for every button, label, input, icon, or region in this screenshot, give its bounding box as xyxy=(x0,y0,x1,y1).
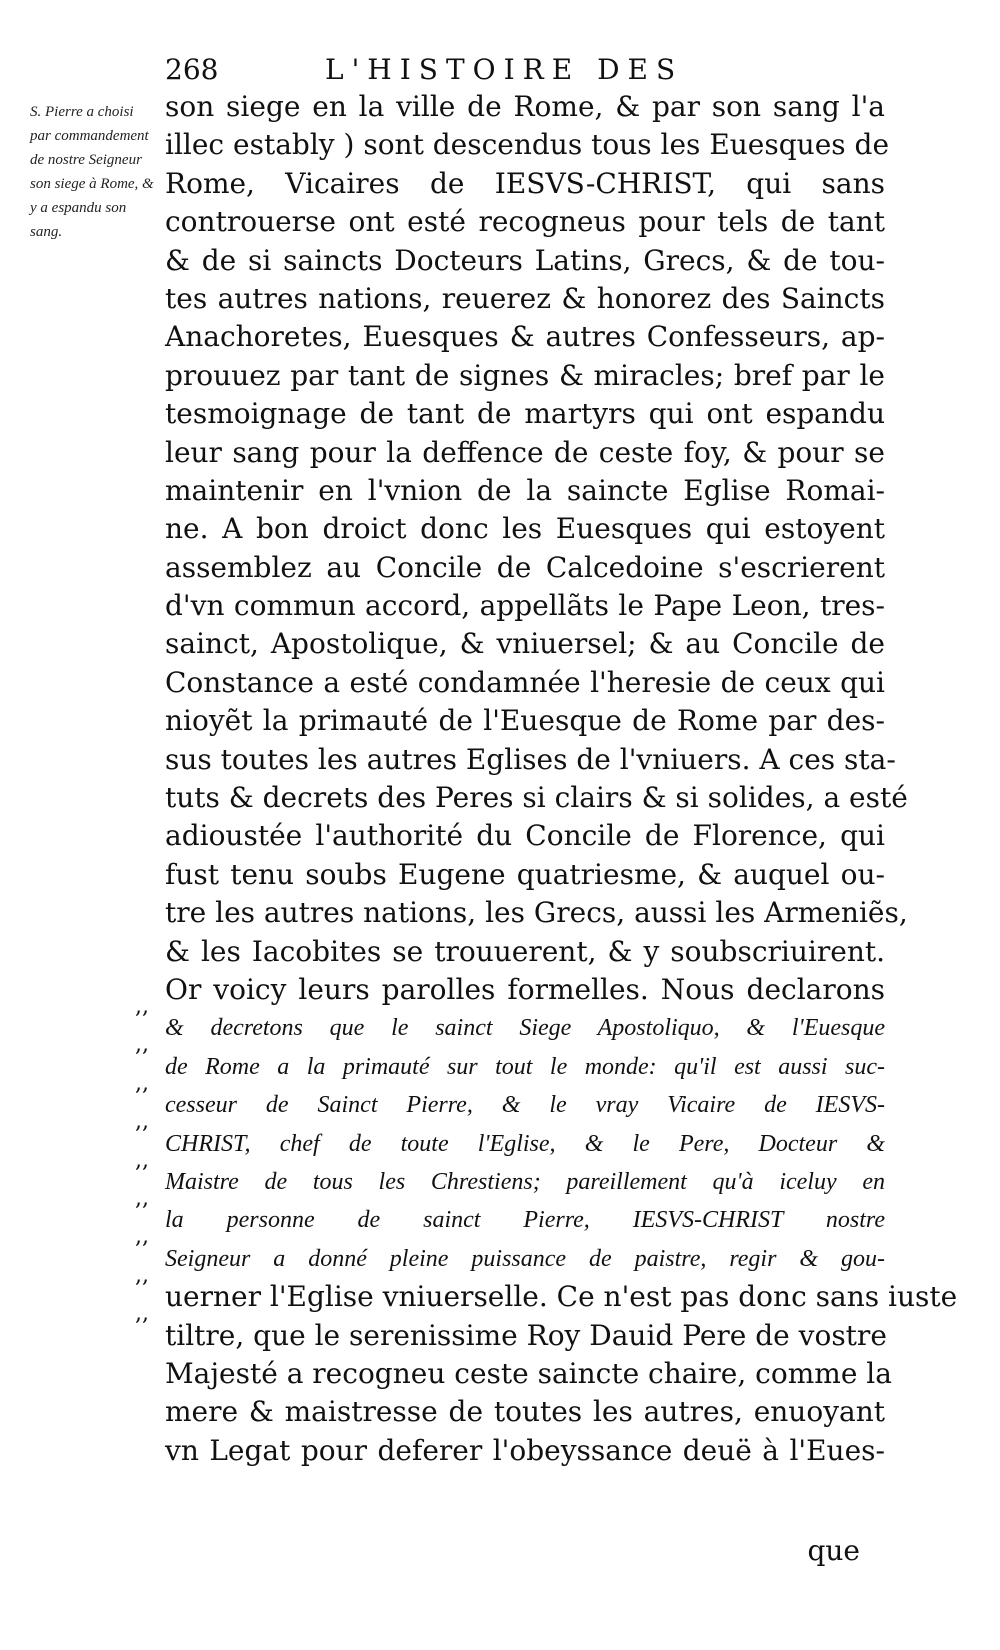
text-line: Anachoretes, Euesques & autres Confesseurs, ap- xyxy=(165,320,885,354)
margin-note: S. Pierre a choisi par commandement de nostre Seigneur son siege à Rome, & y a espandu son sang. xyxy=(30,104,154,240)
text-line: & les Iacobites se trouuerent, & y soubscriuirent. xyxy=(165,934,885,968)
quoted-line: de Rome a la primauté sur tout le monde: qu'il est aussi suc- xyxy=(165,1053,885,1080)
quotation-marks-column xyxy=(135,988,163,1334)
text-line: Rome, Vicaires de IESVS-CHRIST, qui sans xyxy=(165,166,885,200)
text-line: sainct, Apostolique, & vniuersel; & au Concile de xyxy=(165,627,885,661)
quote-mark: ,, xyxy=(135,1185,149,1211)
text-line: nioyẽt la primauté de l'Euesque de Rome par des- xyxy=(165,704,885,738)
text-line: son siege en la ville de Rome, & par son sang l'a xyxy=(165,90,885,123)
text-line: d'vn commun accord, appellãts le Pape Leon, tres- xyxy=(165,589,885,623)
text-line: illec estably ) sont descendus tous les Euesques de xyxy=(165,128,890,162)
quoted-line: Maistre de tous les Chrestiens; pareillement qu'à iceluy en xyxy=(165,1168,885,1195)
quote-mark: ,, xyxy=(135,1301,149,1327)
quote-mark: ,, xyxy=(135,1070,149,1096)
quoted-line: CHRIST, chef de toute l'Eglise, & le Pere, Docteur & xyxy=(165,1130,885,1157)
text-line: fust tenu soubs Eugene quatriesme, & auquel ou- xyxy=(165,857,885,891)
text-line: tiltre, que le serenissime Roy Dauid Pere de vostre xyxy=(165,1318,887,1352)
quote-mark: ,, xyxy=(135,1147,149,1173)
text-line: sus toutes les autres Eglises de l'vniuers. A ces sta- xyxy=(165,742,896,776)
text-line: Constance a esté condamnée l'heresie de ceux qui xyxy=(165,665,885,699)
page-number: 268 xyxy=(165,53,219,86)
text-line: uerner l'Eglise vniuerselle. Ce n'est pas donc sans iuste xyxy=(165,1280,958,1314)
quote-mark: ,, xyxy=(135,1109,149,1135)
text-line: tesmoignage de tant de martyrs qui ont espandu xyxy=(165,397,885,431)
text-line: & de si saincts Docteurs Latins, Grecs, & de tou- xyxy=(165,243,885,277)
quote-mark: ,, xyxy=(135,1032,149,1058)
text-line: mere & maistresse de toutes les autres, enuoyant xyxy=(165,1395,885,1429)
quote-mark: ,, xyxy=(135,1224,149,1250)
quoted-line: cesseur de Sainct Pierre, & le vray Vicaire de IESVS- xyxy=(165,1092,885,1119)
quote-mark: ,, xyxy=(135,994,149,1019)
text-line: prouuez par tant de signes & miracles; bref par le xyxy=(165,358,885,392)
text-line: Majesté a recogneu ceste saincte chaire, comme la xyxy=(165,1356,892,1390)
text-line: tes autres nations, reuerez & honorez des Saincts xyxy=(165,281,885,315)
quote-mark: ,, xyxy=(135,1262,149,1288)
text-line: tuts & decrets des Peres si clairs & si solides, a esté xyxy=(165,781,908,815)
text-line: vn Legat pour deferer l'obeyssance deuë à l'Eues- xyxy=(165,1433,885,1467)
running-header xyxy=(165,50,885,90)
text-line: leur sang pour la deffence de ceste foy, & pour se xyxy=(165,435,885,469)
text-line: assemblez au Concile de Calcedoine s'escrierent xyxy=(165,550,885,584)
body-text xyxy=(165,88,958,1470)
running-title: L'HISTOIRE DES xyxy=(325,53,684,86)
text-line: tre les autres nations, les Grecs, aussi les Armeniẽs, xyxy=(165,896,908,930)
quoted-line: la personne de sainct Pierre, IESVS-CHRIST nostre xyxy=(165,1207,885,1234)
text-line: Or voicy leurs parolles formelles. Nous declarons xyxy=(165,972,885,1006)
quoted-line: Seigneur a donné pleine puissance de paistre, regir & gou- xyxy=(165,1245,885,1272)
catchword: que xyxy=(807,1534,860,1567)
text-line: controuerse ont esté recogneus pour tels de tant xyxy=(165,205,885,239)
text-line: maintenir en l'vnion de la saincte Eglise Romai- xyxy=(165,473,885,507)
quoted-line: & decretons que le sainct Siege Apostoliquo, & l'Euesque xyxy=(165,1015,885,1042)
text-line: ne. A bon droict donc les Euesques qui estoyent xyxy=(165,512,885,546)
text-line: adioustée l'authorité du Concile de Florence, qui xyxy=(165,819,885,853)
